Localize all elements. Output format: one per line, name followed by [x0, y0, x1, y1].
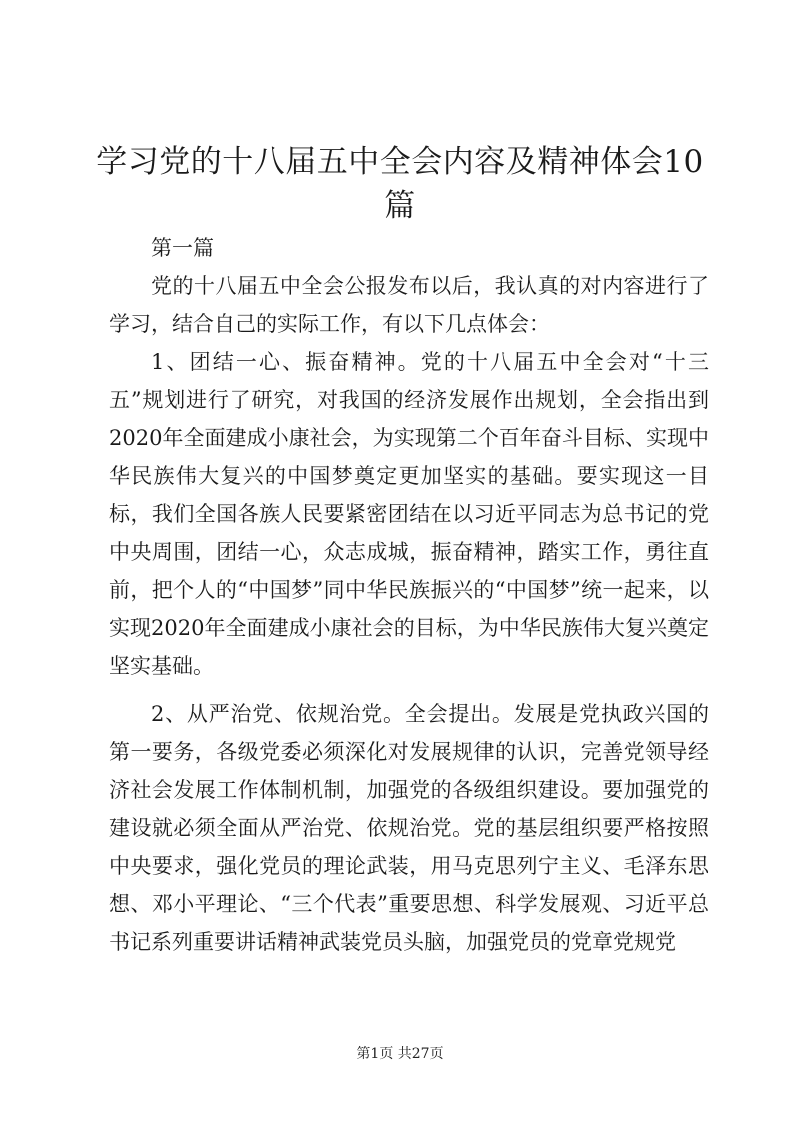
paragraph-point-1: 1、团结一心、振奋精神。党的十八届五中全会对“十三五”规划进行了研究，对我国的经济发展作出规划，全会指出到2020年全面建成小康社会，为实现第二个百年奋斗目标、实现中华民族伟大复兴的中国梦奠定更加坚实的基础。要实现这一目标，我们全国各族人民要紧密团结在以习近平同志为总书记的党中央周围，团结一心，众志成城，振奋精神，踏实工作，勇往直前，把个人的“中国梦”同中华民族振兴的“中国梦”统一起来，以实现2020年全面建成小康社会的目标，为中华民族伟大复兴奠定坚实基础。	[109, 350, 709, 678]
document-title	[90, 140, 710, 228]
page-number-footer: 第1页 共27页	[356, 1046, 444, 1062]
document-body	[109, 229, 709, 961]
section-heading: 第一篇	[151, 236, 214, 260]
title-line-1: 学习党的十八届五中全会内容及精神体会10	[96, 144, 704, 180]
paragraph-intro: 党的十八届五中全会公报发布以后，我认真的对内容进行了学习，结合自己的实际工作，有以下几点体会：	[109, 274, 709, 336]
title-line-2: 篇	[384, 188, 416, 224]
paragraph-point-2: 2、从严治党、依规治党。全会提出。发展是党执政兴国的第一要务，各级党委必须深化对发展规律的认识，完善党领导经济社会发展工作体制机制，加强党的各级组织建设。要加强党的建设就必须全面从严治党、依规治党。党的基层组织要严格按照中央要求，强化党员的理论武装，用马克思列宁主义、毛泽东思想、邓小平理论、“三个代表”重要思想、科学发展观、习近平总书记系列重要讲话精神武装党员头脑，加强党员的党章党规党	[109, 702, 709, 954]
